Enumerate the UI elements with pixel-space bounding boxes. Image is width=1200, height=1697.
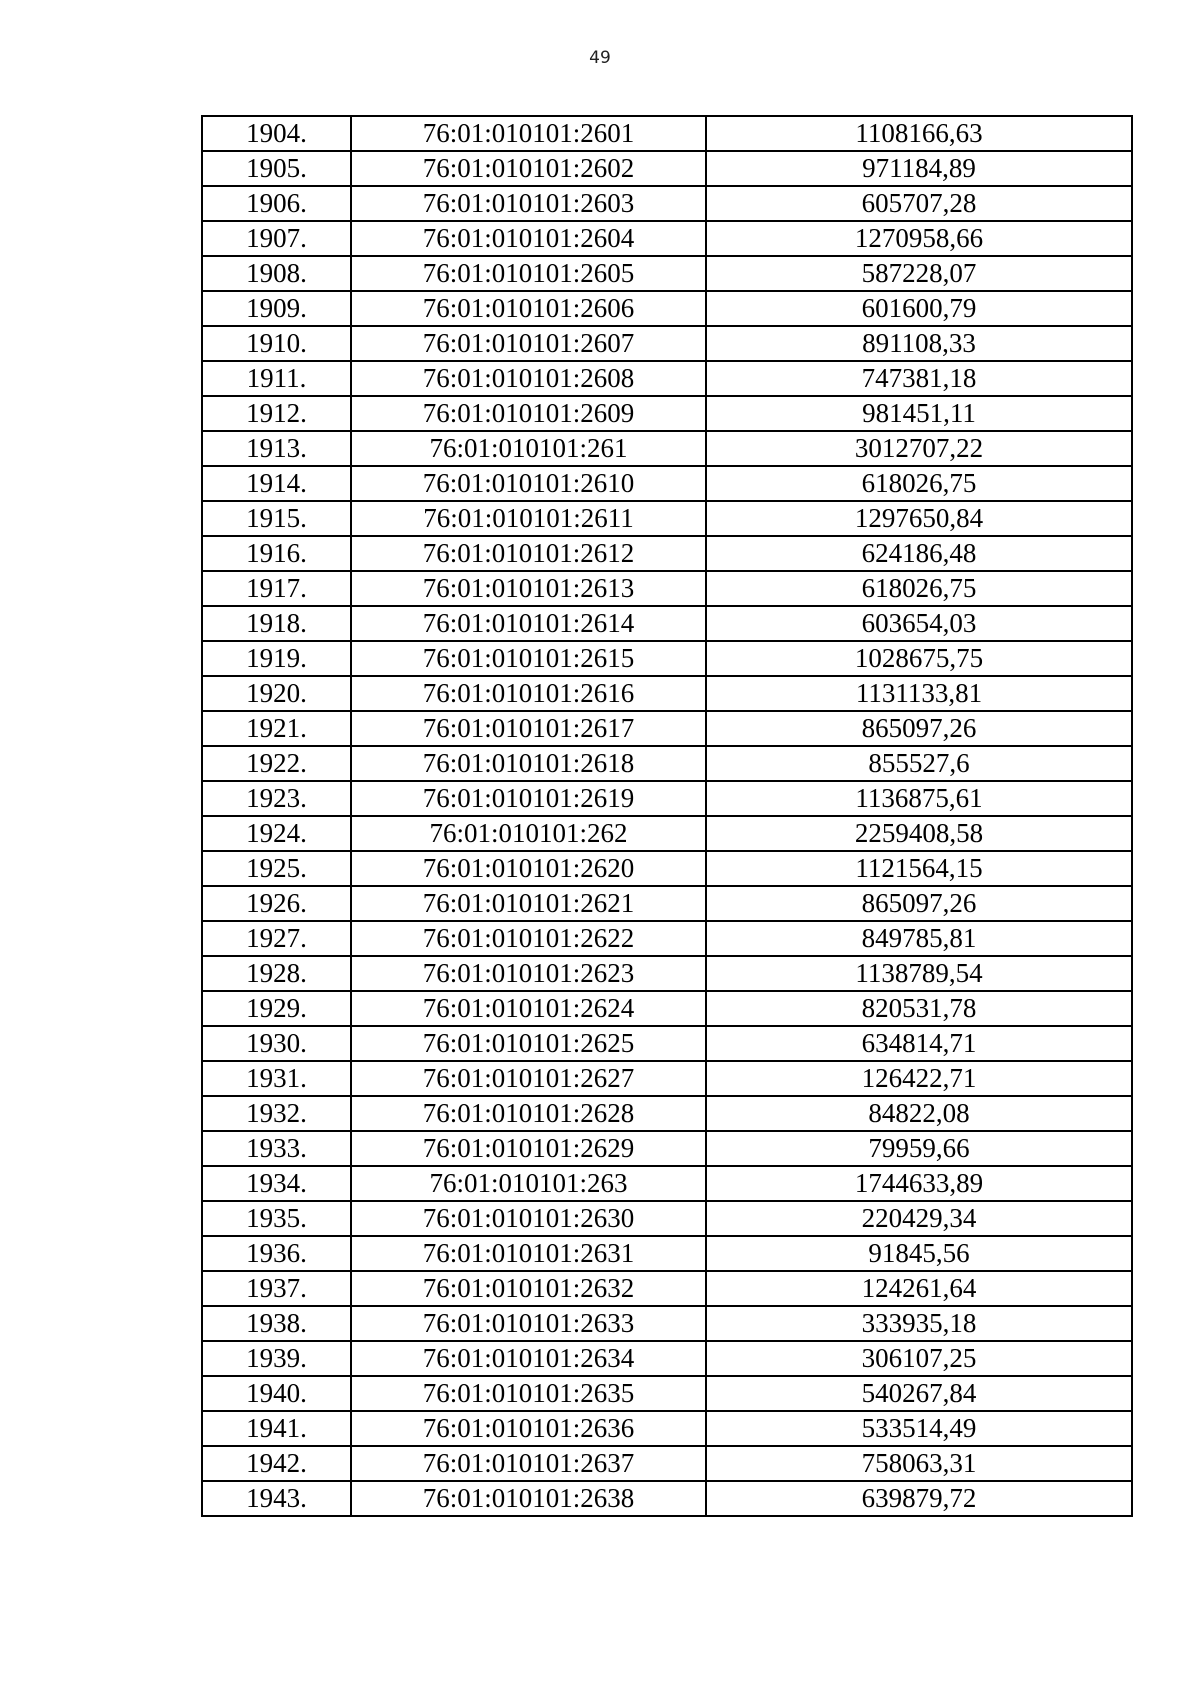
cadastral-value-cell: 1138789,54 — [706, 956, 1132, 991]
row-number-cell: 1912. — [202, 396, 351, 431]
table-row — [202, 396, 1132, 431]
cadastral-value-cell: 865097,26 — [706, 711, 1132, 746]
table-row — [202, 851, 1132, 886]
cadastral-value-cell: 603654,03 — [706, 606, 1132, 641]
cadastral-value-cell: 533514,49 — [706, 1411, 1132, 1446]
cadastral-value-cell: 855527,6 — [706, 746, 1132, 781]
cadastral-number-cell: 76:01:010101:2603 — [351, 186, 706, 221]
table-row — [202, 606, 1132, 641]
row-number-cell: 1921. — [202, 711, 351, 746]
row-number-cell: 1938. — [202, 1306, 351, 1341]
table-row — [202, 1341, 1132, 1376]
row-number-cell: 1929. — [202, 991, 351, 1026]
cadastral-number-cell: 76:01:010101:2601 — [351, 116, 706, 151]
row-number-cell: 1922. — [202, 746, 351, 781]
page-number: 49 — [589, 48, 611, 68]
cadastral-number-cell: 76:01:010101:2631 — [351, 1236, 706, 1271]
row-number-cell: 1931. — [202, 1061, 351, 1096]
table-row — [202, 536, 1132, 571]
table-row — [202, 571, 1132, 606]
cadastral-number-cell: 76:01:010101:2632 — [351, 1271, 706, 1306]
table-row — [202, 676, 1132, 711]
row-number-cell: 1937. — [202, 1271, 351, 1306]
cadastral-value-cell: 1121564,15 — [706, 851, 1132, 886]
table-row — [202, 1271, 1132, 1306]
row-number-cell: 1917. — [202, 571, 351, 606]
row-number-cell: 1925. — [202, 851, 351, 886]
cadastral-value-cell: 306107,25 — [706, 1341, 1132, 1376]
row-number-cell: 1914. — [202, 466, 351, 501]
table-row — [202, 816, 1132, 851]
cadastral-value-cell: 2259408,58 — [706, 816, 1132, 851]
cadastral-number-cell: 76:01:010101:2614 — [351, 606, 706, 641]
cadastral-number-cell: 76:01:010101:2627 — [351, 1061, 706, 1096]
table-row — [202, 186, 1132, 221]
table-row — [202, 1131, 1132, 1166]
cadastral-value-cell: 849785,81 — [706, 921, 1132, 956]
cadastral-value-cell: 1297650,84 — [706, 501, 1132, 536]
table-row — [202, 991, 1132, 1026]
cadastral-value-cell: 747381,18 — [706, 361, 1132, 396]
cadastral-number-cell: 76:01:010101:2616 — [351, 676, 706, 711]
table-row — [202, 1376, 1132, 1411]
table-body — [202, 116, 1132, 1516]
cadastral-number-cell: 76:01:010101:262 — [351, 816, 706, 851]
cadastral-value-cell: 3012707,22 — [706, 431, 1132, 466]
cadastral-number-cell: 76:01:010101:2628 — [351, 1096, 706, 1131]
cadastral-value-cell: 79959,66 — [706, 1131, 1132, 1166]
cadastral-value-cell: 1136875,61 — [706, 781, 1132, 816]
table-row — [202, 1446, 1132, 1481]
row-number-cell: 1908. — [202, 256, 351, 291]
cadastral-number-cell: 76:01:010101:2606 — [351, 291, 706, 326]
cadastral-number-cell: 76:01:010101:2607 — [351, 326, 706, 361]
row-number-cell: 1941. — [202, 1411, 351, 1446]
cadastral-number-cell: 76:01:010101:2611 — [351, 501, 706, 536]
table-row — [202, 1061, 1132, 1096]
row-number-cell: 1910. — [202, 326, 351, 361]
cadastral-number-cell: 76:01:010101:2629 — [351, 1131, 706, 1166]
table-row — [202, 1481, 1132, 1516]
table-row — [202, 1026, 1132, 1061]
table-row — [202, 1096, 1132, 1131]
cadastral-number-cell: 76:01:010101:263 — [351, 1166, 706, 1201]
cadastral-number-cell: 76:01:010101:2617 — [351, 711, 706, 746]
cadastral-number-cell: 76:01:010101:2619 — [351, 781, 706, 816]
table-row — [202, 921, 1132, 956]
row-number-cell: 1933. — [202, 1131, 351, 1166]
table-row — [202, 1236, 1132, 1271]
table-row — [202, 1411, 1132, 1446]
row-number-cell: 1930. — [202, 1026, 351, 1061]
cadastral-value-cell: 1028675,75 — [706, 641, 1132, 676]
table-row — [202, 291, 1132, 326]
row-number-cell: 1919. — [202, 641, 351, 676]
cadastral-value-cell: 124261,64 — [706, 1271, 1132, 1306]
cadastral-number-cell: 76:01:010101:2609 — [351, 396, 706, 431]
table-row — [202, 641, 1132, 676]
row-number-cell: 1909. — [202, 291, 351, 326]
cadastral-value-cell: 758063,31 — [706, 1446, 1132, 1481]
cadastral-value-cell: 618026,75 — [706, 466, 1132, 501]
row-number-cell: 1940. — [202, 1376, 351, 1411]
row-number-cell: 1924. — [202, 816, 351, 851]
row-number-cell: 1943. — [202, 1481, 351, 1516]
cadastral-number-cell: 76:01:010101:2608 — [351, 361, 706, 396]
cadastral-number-cell: 76:01:010101:2602 — [351, 151, 706, 186]
table-row — [202, 326, 1132, 361]
cadastral-value-cell: 971184,89 — [706, 151, 1132, 186]
cadastral-value-cell: 1744633,89 — [706, 1166, 1132, 1201]
row-number-cell: 1936. — [202, 1236, 351, 1271]
cadastral-value-cell: 634814,71 — [706, 1026, 1132, 1061]
cadastral-value-cell: 333935,18 — [706, 1306, 1132, 1341]
cadastral-value-cell: 891108,33 — [706, 326, 1132, 361]
row-number-cell: 1916. — [202, 536, 351, 571]
table-row — [202, 256, 1132, 291]
cadastral-number-cell: 76:01:010101:2622 — [351, 921, 706, 956]
table-row — [202, 431, 1132, 466]
row-number-cell: 1942. — [202, 1446, 351, 1481]
cadastral-number-cell: 76:01:010101:261 — [351, 431, 706, 466]
table-row — [202, 116, 1132, 151]
cadastral-number-cell: 76:01:010101:2612 — [351, 536, 706, 571]
cadastral-value-cell: 220429,34 — [706, 1201, 1132, 1236]
table-row — [202, 361, 1132, 396]
row-number-cell: 1906. — [202, 186, 351, 221]
cadastral-number-cell: 76:01:010101:2621 — [351, 886, 706, 921]
cadastral-number-cell: 76:01:010101:2605 — [351, 256, 706, 291]
row-number-cell: 1932. — [202, 1096, 351, 1131]
cadastral-number-cell: 76:01:010101:2604 — [351, 221, 706, 256]
table-row — [202, 746, 1132, 781]
cadastral-number-cell: 76:01:010101:2625 — [351, 1026, 706, 1061]
cadastral-value-cell: 540267,84 — [706, 1376, 1132, 1411]
cadastral-value-cell: 624186,48 — [706, 536, 1132, 571]
row-number-cell: 1934. — [202, 1166, 351, 1201]
table-row — [202, 466, 1132, 501]
row-number-cell: 1911. — [202, 361, 351, 396]
cadastral-value-cell: 587228,07 — [706, 256, 1132, 291]
table-row — [202, 501, 1132, 536]
row-number-cell: 1915. — [202, 501, 351, 536]
row-number-cell: 1913. — [202, 431, 351, 466]
cadastral-number-cell: 76:01:010101:2638 — [351, 1481, 706, 1516]
cadastral-number-cell: 76:01:010101:2615 — [351, 641, 706, 676]
table-row — [202, 956, 1132, 991]
cadastral-value-cell: 1108166,63 — [706, 116, 1132, 151]
row-number-cell: 1939. — [202, 1341, 351, 1376]
row-number-cell: 1918. — [202, 606, 351, 641]
cadastral-number-cell: 76:01:010101:2618 — [351, 746, 706, 781]
cadastral-value-table — [201, 115, 1133, 1517]
cadastral-value-cell: 605707,28 — [706, 186, 1132, 221]
cadastral-number-cell: 76:01:010101:2630 — [351, 1201, 706, 1236]
cadastral-number-cell: 76:01:010101:2624 — [351, 991, 706, 1026]
cadastral-number-cell: 76:01:010101:2620 — [351, 851, 706, 886]
cadastral-number-cell: 76:01:010101:2613 — [351, 571, 706, 606]
cadastral-value-cell: 1270958,66 — [706, 221, 1132, 256]
row-number-cell: 1928. — [202, 956, 351, 991]
cadastral-value-cell: 84822,08 — [706, 1096, 1132, 1131]
row-number-cell: 1904. — [202, 116, 351, 151]
cadastral-value-cell: 601600,79 — [706, 291, 1132, 326]
cadastral-number-cell: 76:01:010101:2635 — [351, 1376, 706, 1411]
cadastral-number-cell: 76:01:010101:2623 — [351, 956, 706, 991]
cadastral-number-cell: 76:01:010101:2610 — [351, 466, 706, 501]
cadastral-value-cell: 91845,56 — [706, 1236, 1132, 1271]
table-row — [202, 1306, 1132, 1341]
row-number-cell: 1907. — [202, 221, 351, 256]
cadastral-number-cell: 76:01:010101:2637 — [351, 1446, 706, 1481]
cadastral-number-cell: 76:01:010101:2636 — [351, 1411, 706, 1446]
cadastral-number-cell: 76:01:010101:2633 — [351, 1306, 706, 1341]
cadastral-value-cell: 981451,11 — [706, 396, 1132, 431]
table-row — [202, 221, 1132, 256]
table-row — [202, 711, 1132, 746]
row-number-cell: 1920. — [202, 676, 351, 711]
row-number-cell: 1935. — [202, 1201, 351, 1236]
cadastral-value-cell: 618026,75 — [706, 571, 1132, 606]
row-number-cell: 1905. — [202, 151, 351, 186]
table-row — [202, 1166, 1132, 1201]
cadastral-value-cell: 1131133,81 — [706, 676, 1132, 711]
cadastral-value-cell: 820531,78 — [706, 991, 1132, 1026]
cadastral-value-cell: 865097,26 — [706, 886, 1132, 921]
table-row — [202, 781, 1132, 816]
row-number-cell: 1927. — [202, 921, 351, 956]
cadastral-number-cell: 76:01:010101:2634 — [351, 1341, 706, 1376]
row-number-cell: 1926. — [202, 886, 351, 921]
table-row — [202, 151, 1132, 186]
table-row — [202, 1201, 1132, 1236]
row-number-cell: 1923. — [202, 781, 351, 816]
cadastral-value-cell: 126422,71 — [706, 1061, 1132, 1096]
table-row — [202, 886, 1132, 921]
cadastral-value-cell: 639879,72 — [706, 1481, 1132, 1516]
